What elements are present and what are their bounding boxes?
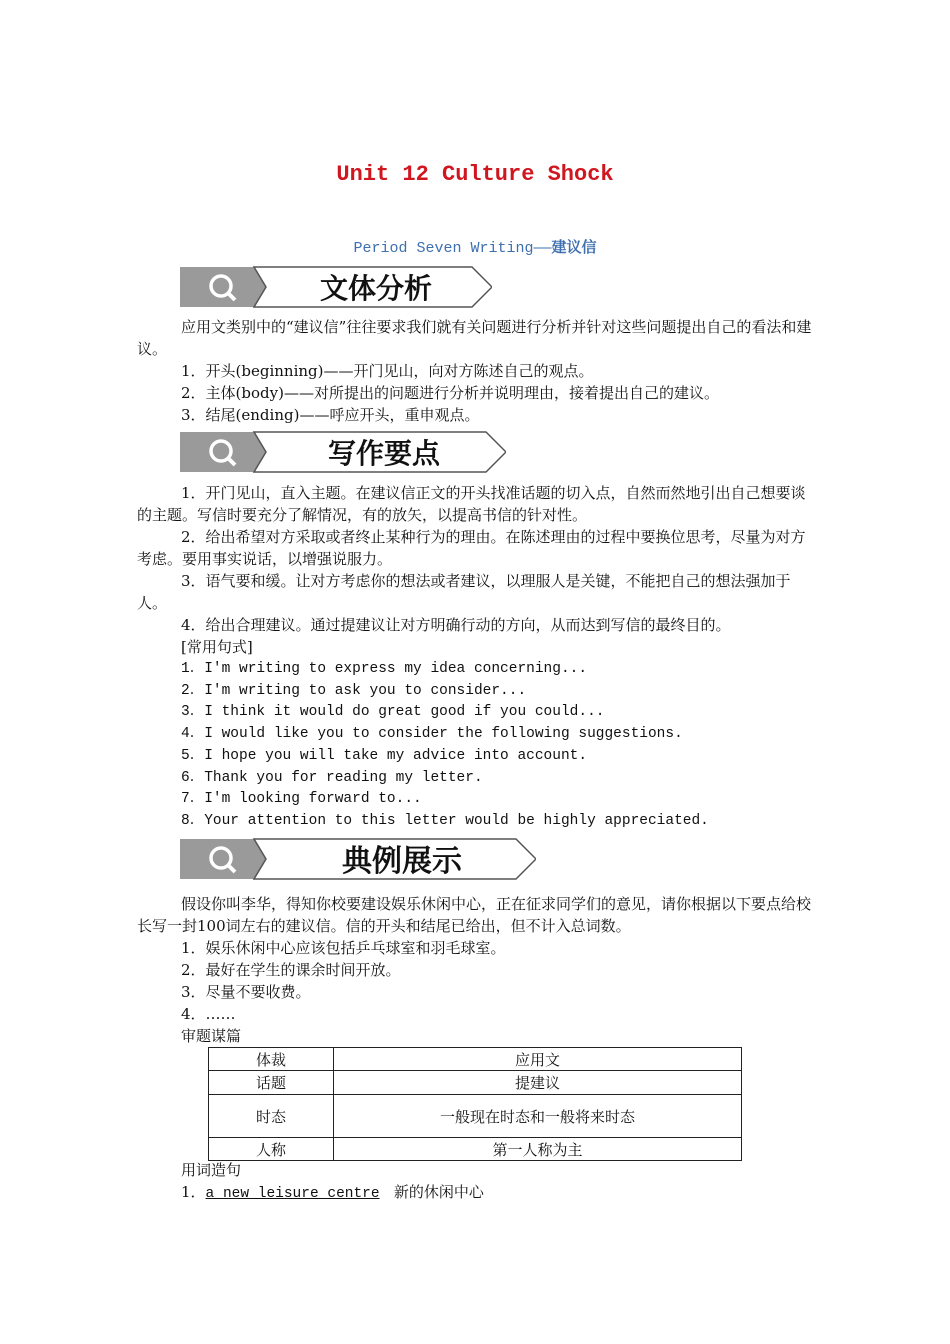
writing-point: 2．给出希望对方采取或者终止某种行为的理由。在陈述理由的过程中要换位思考，尽量为对方考虑。要用事实说话，以增强说服力。: [137, 528, 806, 568]
pattern-item: 3．I think it would do great good if you could...: [181, 704, 605, 720]
pattern-item: 1．I'm writing to express my idea concerning...: [181, 661, 588, 677]
vocab-item: [181, 1181, 484, 1205]
table-cell: 体裁: [209, 1048, 334, 1071]
example-requirement: 1．娱乐休闲中心应该包括乒乓球室和羽毛球室。: [181, 939, 506, 957]
pattern-item: 5．I hope you will take my advice into account.: [181, 748, 588, 764]
table-cell: 时态: [209, 1095, 334, 1138]
table-cell: 一般现在时态和一般将来时态: [334, 1095, 742, 1138]
banner-genre-analysis: [180, 265, 492, 309]
pattern-item: 2．I'm writing to ask you to consider...: [181, 683, 527, 699]
banner-writing-points: [180, 430, 506, 474]
example-task: 假设你叫李华，得知你校要建设娱乐休闲中心，正在征求同学们的意见，请你根据以下要点给校长写一封100词左右的建议信。信的开头和结尾已给出，但不计入总词数。: [137, 895, 812, 935]
writing-point: 1．开门见山，直入主题。在建议信正文的开头找准话题的切入点，自然而然地引出自己想要谈的主题。写信时要充分了解情况，有的放矢，以提高书信的针对性。: [137, 484, 806, 524]
example-requirement: 4．……: [181, 1005, 236, 1023]
pattern-item: 4．I would like you to consider the following suggestions.: [181, 726, 683, 742]
section1-item: 1．开头(beginning)——开门见山，向对方陈述自己的观点。: [181, 362, 594, 380]
vocab-english: a new leisure centre: [205, 1186, 380, 1202]
patterns-label: [常用句式]: [181, 638, 253, 656]
banner-label: 文体分析: [319, 272, 433, 305]
pattern-item: 7．I'm looking forward to...: [181, 791, 422, 807]
pattern-item: 6．Thank you for reading my letter.: [181, 770, 483, 786]
table-cell: 应用文: [334, 1048, 742, 1071]
banner-label: 写作要点: [327, 437, 441, 470]
table-row: [209, 1071, 742, 1095]
section1-intro: 应用文类别中的“建议信”往往要求我们就有关问题进行分析并针对这些问题提出自己的看法和建议。: [137, 318, 812, 358]
example-requirement: 3．尽量不要收费。: [181, 983, 311, 1001]
vocab-number: 1．: [181, 1183, 206, 1201]
table-row: [209, 1048, 742, 1071]
table-cell: 人称: [209, 1138, 334, 1161]
subtitle-english: Period Seven Writing——: [353, 240, 552, 257]
vocab-chinese: 新的休闲中心: [393, 1183, 484, 1201]
table-cell: 提建议: [334, 1071, 742, 1095]
writing-point: 3．语气要和缓。让对方考虑你的想法或者建议，以理服人是关键，不能把自己的想法强加于人。: [137, 572, 791, 612]
document-title: Unit 12 Culture Shock: [336, 162, 614, 187]
analysis-table: [208, 1047, 742, 1161]
table-row: [209, 1095, 742, 1138]
vocab-label: 用词造句: [181, 1161, 242, 1179]
table-cell: 话题: [209, 1071, 334, 1095]
banner-example: [180, 837, 536, 881]
section1-item: 2．主体(body)——对所提出的问题进行分析并说明理由，接着提出自己的建议。: [181, 384, 719, 402]
pattern-item: 8．Your attention to this letter would be highly appreciated.: [181, 813, 709, 829]
banner-label: 典例展示: [342, 844, 462, 879]
subtitle-chinese: 建议信: [551, 238, 597, 256]
analysis-label: 审题谋篇: [181, 1027, 242, 1045]
table-cell: 第一人称为主: [334, 1138, 742, 1161]
document-subtitle: [0, 236, 950, 257]
table-row: [209, 1138, 742, 1161]
section1-item: 3．结尾(ending)——呼应开头，重申观点。: [181, 406, 480, 424]
example-requirement: 2．最好在学生的课余时间开放。: [181, 961, 401, 979]
writing-point: 4．给出合理建议。通过提建议让对方明确行动的方向，从而达到写信的最终目的。: [181, 616, 731, 634]
